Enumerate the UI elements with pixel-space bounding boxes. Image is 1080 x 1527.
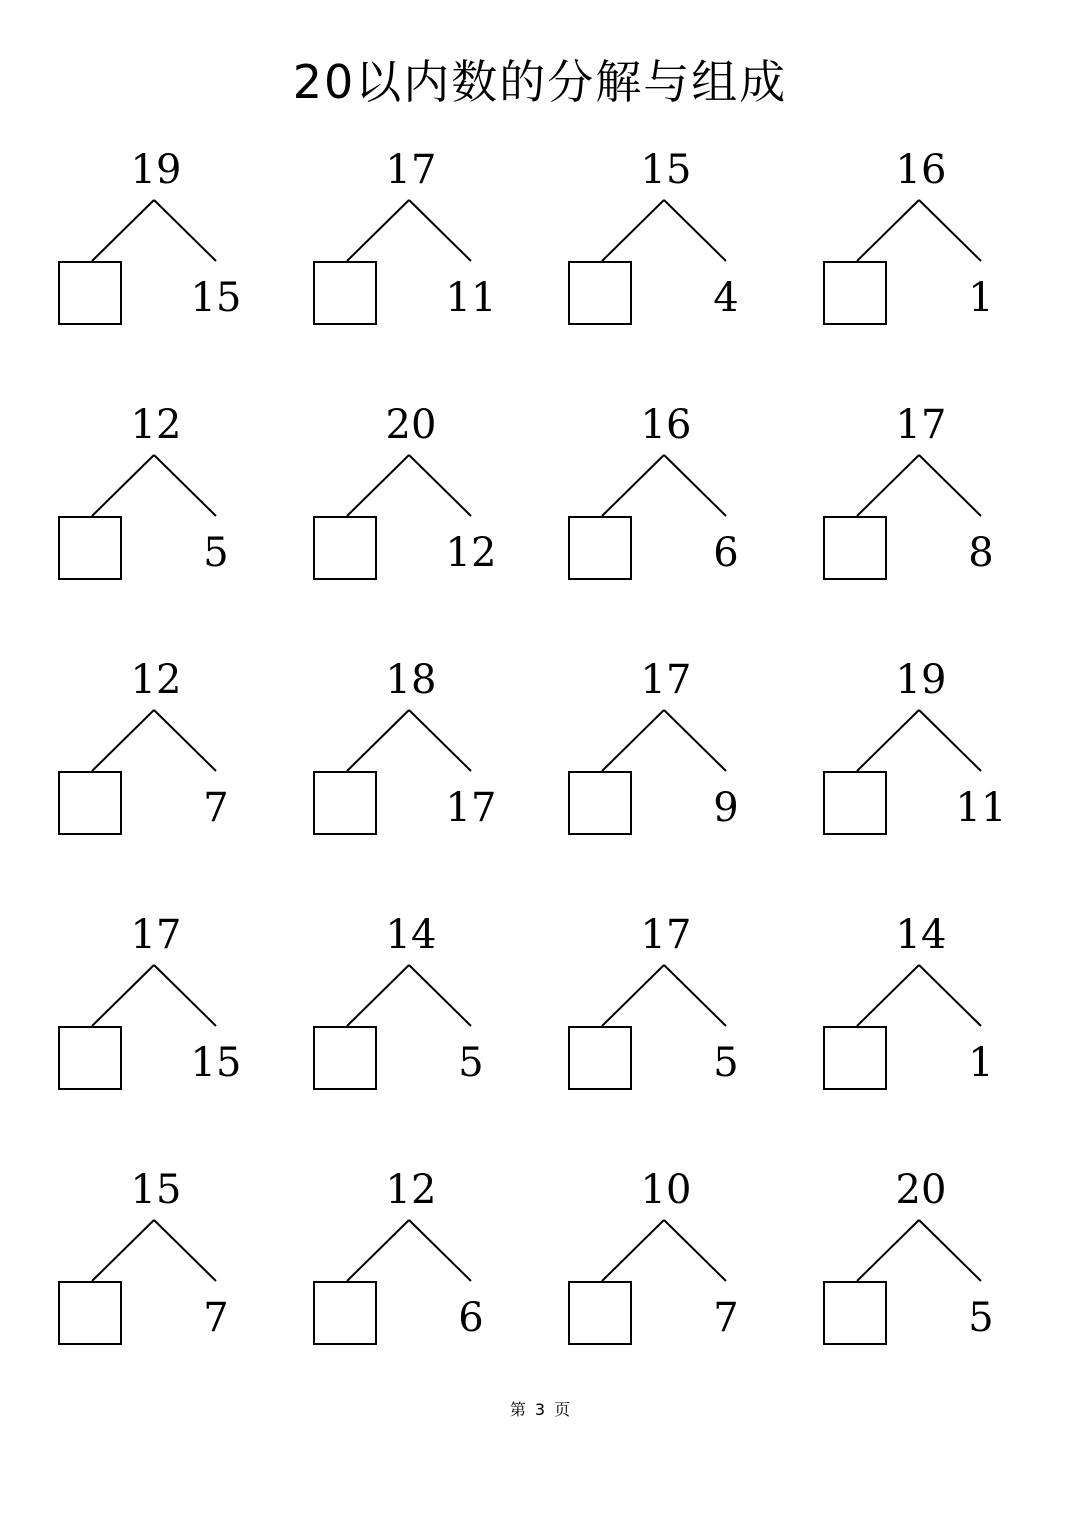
total-number: 14	[895, 912, 947, 958]
answer-box[interactable]	[823, 1026, 887, 1090]
known-part-number: 8	[968, 530, 994, 576]
known-part-number: 11	[955, 785, 1007, 831]
decomposition-problem	[56, 148, 276, 348]
total-number: 17	[640, 912, 692, 958]
decomposition-problem	[821, 1168, 1041, 1368]
decomposition-problem	[821, 403, 1041, 603]
answer-box[interactable]	[568, 516, 632, 580]
decomposition-problem	[566, 1168, 786, 1368]
answer-box[interactable]	[313, 771, 377, 835]
answer-box[interactable]	[568, 771, 632, 835]
known-part-number: 5	[713, 1040, 739, 1086]
answer-box[interactable]	[823, 771, 887, 835]
answer-box[interactable]	[58, 516, 122, 580]
total-number: 14	[385, 912, 437, 958]
total-number: 15	[130, 1167, 182, 1213]
answer-box[interactable]	[823, 261, 887, 325]
total-number: 16	[640, 402, 692, 448]
known-part-number: 15	[190, 1040, 242, 1086]
known-part-number: 1	[968, 1040, 994, 1086]
known-part-number: 9	[713, 785, 739, 831]
decomposition-problem	[566, 913, 786, 1113]
decomposition-problem	[311, 913, 531, 1113]
answer-box[interactable]	[58, 1026, 122, 1090]
decomposition-problem	[56, 658, 276, 858]
decomposition-problem	[566, 403, 786, 603]
answer-box[interactable]	[568, 261, 632, 325]
known-part-number: 1	[968, 275, 994, 321]
known-part-number: 11	[445, 275, 497, 321]
decomposition-problem	[821, 148, 1041, 348]
known-part-number: 7	[713, 1295, 739, 1341]
answer-box[interactable]	[313, 261, 377, 325]
answer-box[interactable]	[568, 1281, 632, 1345]
decomposition-problem	[311, 148, 531, 348]
known-part-number: 6	[713, 530, 739, 576]
answer-box[interactable]	[568, 1026, 632, 1090]
total-number: 17	[640, 657, 692, 703]
page-number: 第 3 页	[509, 1400, 571, 1419]
total-number: 12	[130, 657, 182, 703]
decomposition-problem	[821, 658, 1041, 858]
decomposition-problem	[311, 1168, 531, 1368]
answer-box[interactable]	[58, 1281, 122, 1345]
answer-box[interactable]	[313, 1281, 377, 1345]
known-part-number: 5	[203, 530, 229, 576]
total-number: 12	[130, 402, 182, 448]
known-part-number: 12	[445, 530, 497, 576]
known-part-number: 17	[445, 785, 497, 831]
total-number: 17	[895, 402, 947, 448]
total-number: 19	[895, 657, 947, 703]
total-number: 17	[385, 147, 437, 193]
decomposition-problem	[821, 913, 1041, 1113]
total-number: 18	[385, 657, 437, 703]
decomposition-problem	[566, 658, 786, 858]
answer-box[interactable]	[823, 516, 887, 580]
total-number: 17	[130, 912, 182, 958]
decomposition-problem	[56, 1168, 276, 1368]
known-part-number: 4	[713, 275, 739, 321]
decomposition-problem	[56, 913, 276, 1113]
total-number: 10	[640, 1167, 692, 1213]
answer-box[interactable]	[58, 261, 122, 325]
known-part-number: 6	[458, 1295, 484, 1341]
known-part-number: 7	[203, 1295, 229, 1341]
answer-box[interactable]	[823, 1281, 887, 1345]
answer-box[interactable]	[313, 1026, 377, 1090]
decomposition-problem	[311, 658, 531, 858]
total-number: 20	[385, 402, 437, 448]
decomposition-problem	[56, 403, 276, 603]
page-title: 20以内数的分解与组成	[292, 55, 788, 109]
total-number: 12	[385, 1167, 437, 1213]
known-part-number: 5	[458, 1040, 484, 1086]
known-part-number: 5	[968, 1295, 994, 1341]
decomposition-problem	[566, 148, 786, 348]
total-number: 16	[895, 147, 947, 193]
answer-box[interactable]	[58, 771, 122, 835]
answer-box[interactable]	[313, 516, 377, 580]
known-part-number: 15	[190, 275, 242, 321]
decomposition-problem	[311, 403, 531, 603]
total-number: 19	[130, 147, 182, 193]
total-number: 15	[640, 147, 692, 193]
total-number: 20	[895, 1167, 947, 1213]
known-part-number: 7	[203, 785, 229, 831]
